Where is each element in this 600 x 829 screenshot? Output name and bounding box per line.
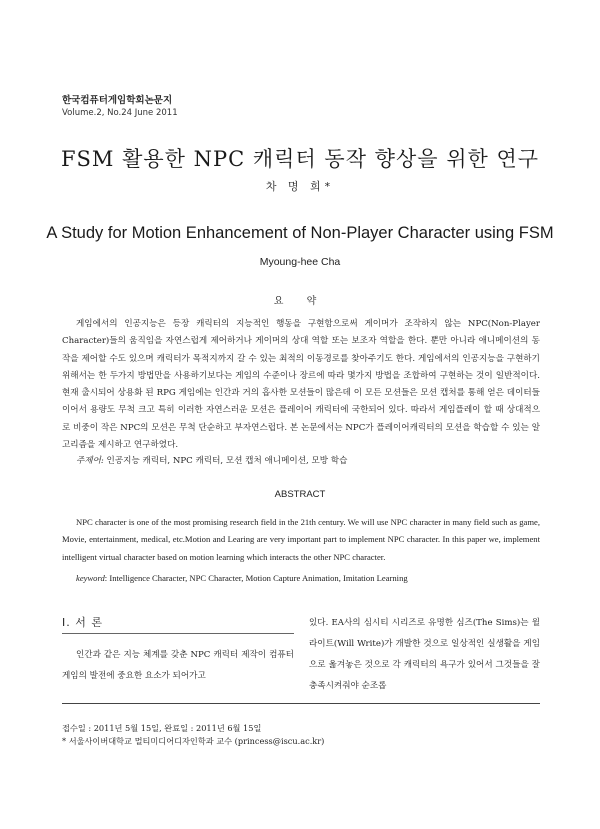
- body-right-column: 있다. EA사의 심시티 시리즈로 유명한 심즈(The Sims)는 윌라이트(Will Write)가 개발한 것으로 일상적인 실생활을 게임으로 옮겨놓은 것으로 각 캐릭터의 욕구가 있어서 그것들을 잘 충족시켜줘야 순조롭: [309, 618, 540, 691]
- abstract-korean-text: 게임에서의 인공지능은 등장 캐릭터의 지능적인 행동을 구현함으로써 게이머가 조작하지 않는 NPC(Non-Player Character)들의 움직임을 자연스럽게 제어하거나 게이머의 상대 역할 또는 보조자 역할을 한다. 뿐만 아니라 애니메이션의 동작을 제어할 수도 있으며 캐릭터가 목적지까지 갈 수 있는 최적의 이동경로를 찾아주기도 한다. 게임에서의 인공지능을 구현하기 위해서는 한 두가지 방법만을 사용하기보다는 게임의 수준이나 장르에 따라 몇가지 방법을 조합하여 구현하는 것이 일반적이다. 현재 출시되어 상용화 된 RPG 게임에는 인간과 거의 흡사한 모션들이 많은데 이 모든 모션들은 모션 캡처를 통해 얻은 데이터들이어서 용량도 무척 크고 특히 이러한 자연스러운 모션은 플레이어 캐릭터에 국한되어 있다. 따라서 게임플레이 할 때 상대적으로 비중이 작은 NPC의 모션은 무척 단순하고 부자연스럽다. 본 논문에서는 NPC가 플레이어캐릭터의 모션을 학습할 수 있는 알고리즘을 제시하고 연구하였다.: [62, 319, 540, 451]
- author-english: Myoung-hee Cha: [259, 256, 341, 268]
- section-heading-rule: [62, 633, 294, 634]
- keywords-english: [76, 573, 540, 583]
- journal-name: 한국컴퓨터게임학회논문지: [62, 95, 173, 106]
- abstract-english-heading: ABSTRACT: [274, 489, 326, 500]
- body-left-column: 인간과 같은 지능 체계를 갖춘 NPC 캐릭터 제작이 컴퓨터 게임의 발전에 중요한 요소가 되어가고: [62, 650, 294, 681]
- keywords-korean-label: 주제어:: [76, 456, 104, 466]
- paper-title-korean: FSM 활용한 NPC 캐릭터 동작 향상을 위한 연구: [60, 147, 540, 171]
- section-introduction-heading: Ⅰ. 서 론: [62, 616, 103, 629]
- keywords-korean-list: 인공지능 캐릭터, NPC 캐릭터, 모션 캡처 애니메이션, 모방 학습: [103, 456, 348, 466]
- paper-title-english: A Study for Motion Enhancement of Non-Player Character using FSM: [46, 224, 554, 242]
- journal-volume: Volume.2, No.24 June 2011: [62, 108, 178, 118]
- author-korean: 차 명 희*: [265, 180, 335, 193]
- abstract-english-text: NPC character is one of the most promising research field in the 21th century. We will use NPC character in many field such as game, Movie, entertainment, medical, etc.Motion and Learing are very important part to implement NPC character. In this paper we, implement intelligent virtual character based on motion learning which interacts the other NPC character.: [62, 517, 540, 562]
- footnote-affiliation: * 서울사이버대학교 멀티미디어디자인학과 교수 (princess@iscu.ac.kr): [62, 736, 325, 746]
- abstract-korean-heading: 요 약: [273, 296, 327, 307]
- journal-header: [62, 95, 178, 119]
- footnote-rule: [62, 703, 540, 704]
- keywords-english-label: keyword: [76, 573, 105, 583]
- footnote-dates: 접수일 : 2011년 5월 15일, 완료일 : 2011년 6월 15일: [62, 723, 262, 733]
- keywords-korean: [76, 454, 540, 466]
- keywords-english-list: : Intelligence Character, NPC Character, Motion Capture Animation, Imitation Learning: [104, 573, 408, 583]
